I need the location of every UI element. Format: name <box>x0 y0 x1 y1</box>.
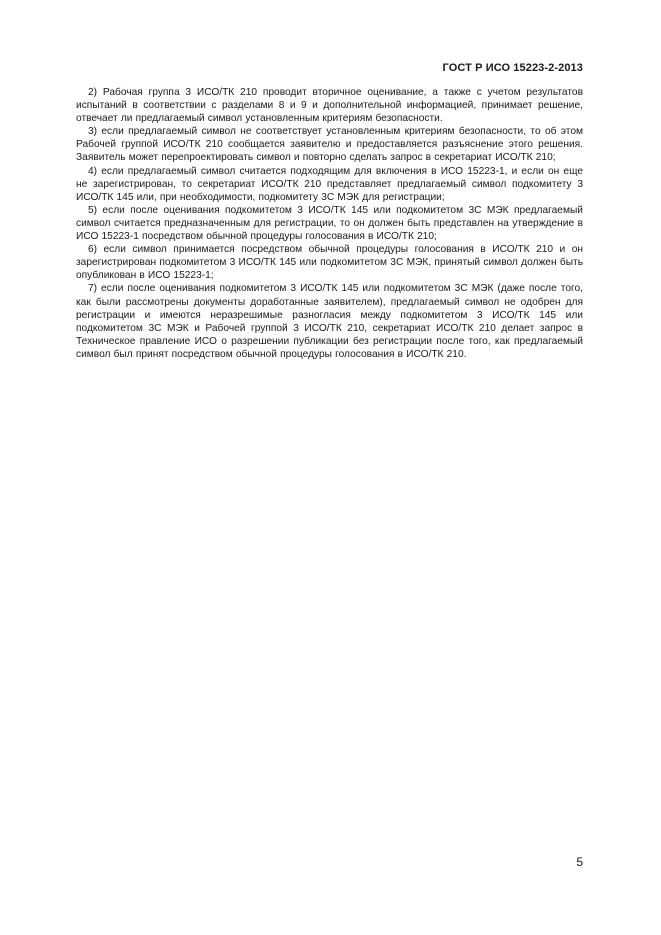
paragraph-item-6: 6) если символ принимается посредством обычной процедуры голосования в ИСО/ТК 210 и он зарегистрирован подкомитетом 3 ИСО/ТК 145 или подкомитетом 3С МЭК, принятый символ должен быть опубликован в ИСО 15223-1; <box>76 244 583 282</box>
body-text <box>76 86 583 361</box>
paragraph-item-3: 3) если предлагаемый символ не соответствует установленным критериям безопасности, то об этом Рабочей группой ИСО/ТК 210 сообщается заявителю и предоставляется разъяснение этого решения. Заявитель может перепроектировать символ и повторно сделать запрос в секретариат ИСО/ТК 210; <box>76 126 583 164</box>
paragraph-item-5: 5) если после оценивания подкомитетом 3 ИСО/ТК 145 или подкомитетом 3С МЭК предлагаемый символ считается предназначенным для регистрации, то он должен быть представлен на утверждение в ИСО 15223-1 посредством обычной процедуры голосования в ИСО/ТК 210; <box>76 204 583 243</box>
paragraph-item-2: 2) Рабочая группа 3 ИСО/ТК 210 проводит вторичное оценивание, а также с учетом результатов испытаний в соответствии с разделами 8 и 9 и дополнительной информацией, принимает решение, отвечает ли предлагаемый символ установленным критериям безопасности. <box>76 87 583 125</box>
document-code-header: ГОСТ Р ИСО 15223-2-2013 <box>442 62 583 74</box>
paragraph-item-4: 4) если предлагаемый символ считается подходящим для включения в ИСО 15223-1, и если он еще не зарегистрирован, то секретариат ИСО/ТК 210 представляет предлагаемый символ подкомитету 3 ИСО/ТК 145 или, при необходимости, подкомитету 3С МЭК для регистрации; <box>76 165 583 203</box>
page-number: 5 <box>576 855 583 869</box>
paragraph-item-7: 7) если после оценивания подкомитетом 3 ИСО/ТК 145 или подкомитетом 3С МЭК (даже после того, как были рассмотрены документы доработанные заявителем), предлагаемый символ не одобрен для регистрации и имеются неразрешимые разногласия между подкомитетом 3 ИСО/ТК 145 или подкомитетом 3С МЭК и Рабочей группой 3 ИСО/ТК 210, секретариат ИСО/ТК 210 делает запрос в Техническое правление ИСО о разрешении публикации без регистрации после того, как предлагаемый символ был принят посредством обычной процедуры голосования в ИСО/ТК 210. <box>76 283 583 360</box>
